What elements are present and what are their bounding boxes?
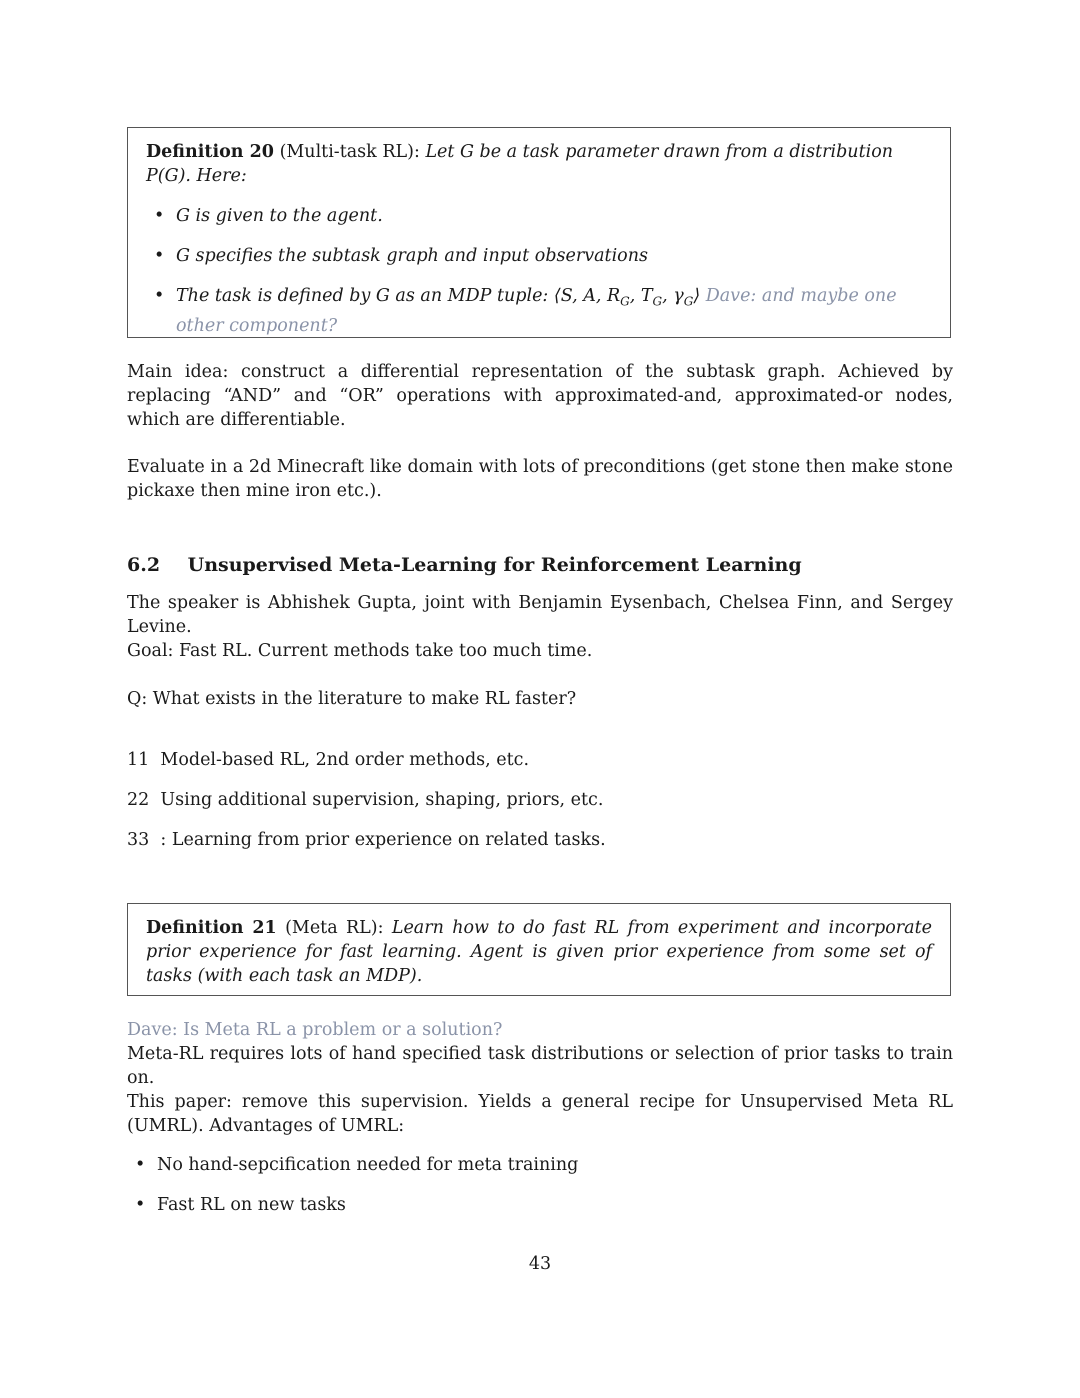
- definition-21-name: (Meta RL):: [285, 918, 384, 938]
- page-number: 43: [528, 1254, 552, 1274]
- definition-20-box: [127, 127, 951, 338]
- paragraph-speaker: The speaker is Abhishek Gupta, joint with Benjamin Eysenbach, Chelsea Finn, and Sergey Levine.: [127, 593, 953, 637]
- list-item: • G is given to the agent.: [154, 206, 383, 226]
- paragraph-goal: Goal: Fast RL. Current methods take too much time.: [127, 641, 593, 661]
- dave-note: Dave: Is Meta RL a problem or a solution?: [127, 1020, 503, 1040]
- bullet-icon: •: [154, 246, 165, 266]
- definition-21-box: [127, 903, 951, 996]
- list-item: • Fast RL on new tasks: [135, 1195, 346, 1215]
- bullet-icon: •: [154, 286, 165, 306]
- paragraph-meta-rl: Meta-RL requires lots of hand specified task distributions or selection of prior tasks to train on.: [127, 1044, 953, 1088]
- dave-comment: Dave: and maybe one other component?: [176, 286, 897, 336]
- bullet-icon: •: [135, 1195, 146, 1215]
- section-title: Unsupervised Meta-Learning for Reinforcement Learning: [187, 554, 802, 576]
- list-item: • G specifies the subtask graph and input observations: [154, 246, 648, 266]
- enum-item: 33 : Learning from prior experience on related tasks.: [127, 830, 606, 850]
- definition-20-bullets: [146, 204, 932, 338]
- section-heading: [127, 554, 802, 576]
- bullet-icon: •: [135, 1155, 146, 1175]
- list-item: • No hand-sepcification needed for meta training: [135, 1155, 579, 1175]
- section-number: 6.2: [127, 554, 161, 576]
- enum-item: 22 Using additional supervision, shaping, priors, etc.: [127, 790, 604, 810]
- definition-21-text: Learn how to do fast RL from experiment and incorporate prior experience for fast learning. Agent is given prior experience from some set of tasks (with each task an MDP).: [146, 918, 932, 986]
- bullet-icon: •: [154, 206, 165, 226]
- umrl-advantages-list: [127, 1153, 953, 1217]
- paragraph-this-paper: This paper: remove this supervision. Yields a general recipe for Unsupervised Meta RL (UMRL). Advantages of UMRL:: [127, 1092, 953, 1136]
- paragraph-evaluate: Evaluate in a 2d Minecraft like domain with lots of preconditions (get stone then make stone pickaxe then mine iron etc.).: [127, 457, 953, 501]
- list-item: • The task is defined by G as an MDP tuple: ⟨S, A, $R_G$, $T_G$, $\gamma_G⟩$ Dave: and maybe one other component?: [154, 286, 897, 336]
- enum-item: 11 Model-based RL, 2nd order methods, etc.: [127, 750, 530, 770]
- definition-20-text: Let G be a task parameter drawn from a distribution P(G). Here:: [146, 142, 894, 186]
- paragraph-main-idea: Main idea: construct a differential representation of the subtask graph. Achieved by replacing “AND” and “OR” operations with approximated-and, approximated-or nodes, which are differentiable.: [127, 362, 953, 430]
- definition-20-name: (Multi-task RL):: [279, 142, 420, 162]
- definition-20-label: Definition 20: [146, 142, 274, 162]
- definition-21-label: Definition 21: [146, 918, 277, 938]
- paragraph-question: Q: What exists in the literature to make RL faster?: [127, 689, 577, 709]
- definition-20-header: [146, 140, 932, 188]
